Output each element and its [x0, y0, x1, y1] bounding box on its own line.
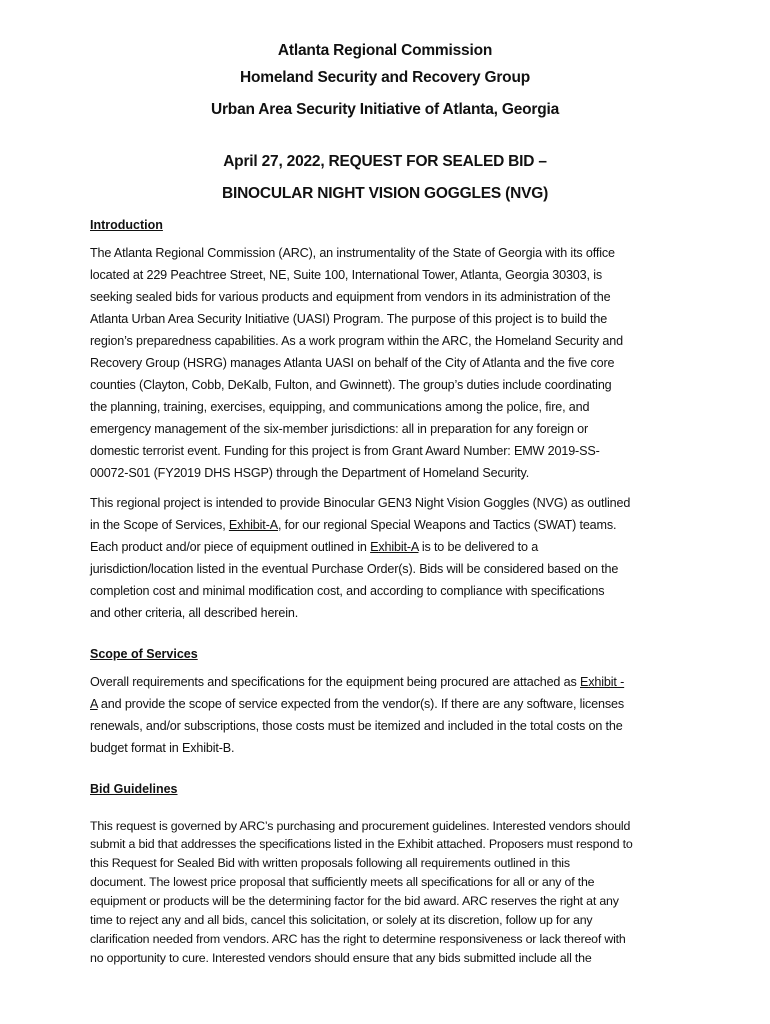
text-line: renewals, and/or subscriptions, those costs must be itemized and included in the total costs on the: [90, 719, 623, 733]
text-line: located at 229 Peachtree Street, NE, Suite 100, International Tower, Atlanta, Georgia 30303, is: [90, 268, 602, 282]
text-line: document. The lowest price proposal that sufficiently meets all specifications for all or any of the: [90, 875, 595, 889]
text-span: and provide the scope of service expected from the vendor(s). If there are any software, licenses: [97, 697, 624, 711]
text-line: [90, 697, 624, 711]
text-span: Each product and/or piece of equipment outlined in: [90, 540, 371, 554]
bid-guidelines-heading: Bid Guidelines: [90, 782, 178, 796]
text-line: no opportunity to cure. Interested vendors should ensure that any bids submitted include all the: [90, 951, 592, 965]
text-line: completion cost and minimal modification cost, and according to compliance with specifications: [90, 584, 605, 598]
text-line: [90, 518, 616, 532]
text-line: The Atlanta Regional Commission (ARC), an instrumentality of the State of Georgia with its office: [90, 246, 615, 260]
text-line: this Request for Sealed Bid with written proposals following all requirements outlined in this: [90, 856, 570, 870]
introduction-heading: Introduction: [90, 218, 163, 232]
exhibit-a-link[interactable]: Exhibit-A: [228, 518, 278, 532]
text-line: domestic terrorist event. Funding for this project is from Grant Award Number: EMW 2019-SS-: [90, 444, 600, 458]
header-initiative: Urban Area Security Initiative of Atlanta, Georgia: [210, 101, 560, 118]
text-line: budget format in Exhibit-B.: [90, 741, 235, 755]
text-line: and other criteria, all described herein.: [90, 606, 299, 620]
exhibit-a-link[interactable]: Exhibit-A: [370, 540, 419, 554]
text-line: jurisdiction/location listed in the eventual Purchase Order(s). Bids will be considered based on the: [90, 562, 619, 576]
text-span: Overall requirements and specifications for the equipment being procured are attached as: [90, 675, 580, 689]
text-line: region’s preparedness capabilities. As a work program within the ARC, the Homeland Security and: [90, 334, 623, 348]
text-line: equipment or products will be the determining factor for the bid award. ARC reserves the right at any: [90, 894, 619, 908]
text-line: Recovery Group (HSRG) manages Atlanta UASI on behalf of the City of Atlanta and the five core: [90, 356, 615, 370]
exhibit-a-link[interactable]: Exhibit -: [580, 675, 625, 689]
text-line: time to reject any and all bids, cancel this solicitation, or solely at its discretion, follow up for any: [90, 913, 593, 927]
text-line: the planning, training, exercises, equipping, and communications among the police, fire, and: [90, 400, 590, 414]
scope-of-services-heading: Scope of Services: [90, 647, 198, 661]
text-line: emergency management of the six-member jurisdictions: all in preparation for any foreign or: [90, 422, 589, 436]
document-title-line-2: BINOCULAR NIGHT VISION GOGGLES (NVG): [221, 185, 549, 202]
text-span: is to be delivered to a: [418, 540, 539, 554]
document-title-line-1: April 27, 2022, REQUEST FOR SEALED BID –: [223, 153, 547, 170]
text-line: seeking sealed bids for various products and equipment from vendors in its administration of the: [90, 290, 611, 304]
header-group: Homeland Security and Recovery Group: [240, 69, 530, 86]
header-org: Atlanta Regional Commission: [277, 42, 493, 59]
text-line: clarification needed from vendors. ARC has the right to determine responsiveness or lack thereof with: [90, 932, 626, 946]
text-line: counties (Clayton, Cobb, DeKalb, Fulton, and Gwinnett). The group’s duties include coordinating: [90, 378, 612, 392]
text-line: submit a bid that addresses the specifications listed in the Exhibit attached. Proposers must respond to: [90, 837, 633, 851]
text-line: [90, 540, 538, 554]
text-line: 00072-S01 (FY2019 DHS HSGP) through the Department of Homeland Security.: [90, 466, 530, 480]
text-line: This request is governed by ARC’s purchasing and procurement guidelines. Interested vendors should: [90, 819, 631, 833]
exhibit-a-link[interactable]: A: [90, 697, 98, 711]
text-span: , for our regional Special Weapons and Tactics (SWAT) teams.: [277, 518, 617, 532]
text-line: Atlanta Urban Area Security Initiative (UASI) Program. The purpose of this project is to build the: [90, 312, 608, 326]
text-line: This regional project is intended to provide Binocular GEN3 Night Vision Goggles (NVG) as outlined: [90, 496, 631, 510]
text-span: in the Scope of Services,: [90, 518, 229, 532]
text-line: [90, 675, 624, 689]
